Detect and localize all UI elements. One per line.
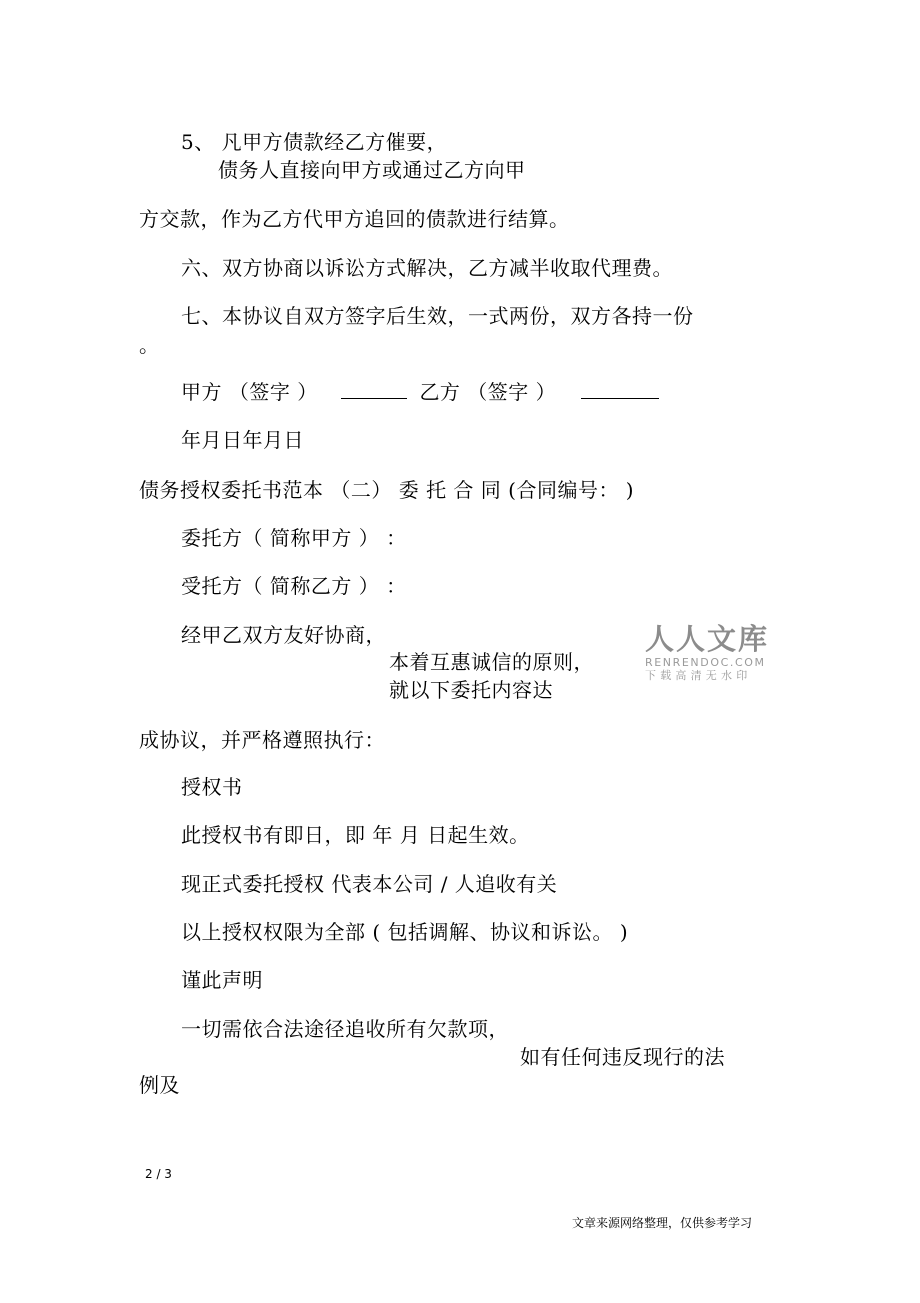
declaration: 谨此声明: [181, 968, 263, 992]
clause-6: 六、双方协商以诉讼方式解决，乙方减半收取代理费。: [181, 256, 673, 280]
watermark-logo: [645, 622, 775, 683]
signature-line: [181, 380, 659, 404]
page-number: 2 / 3: [145, 1167, 172, 1181]
watermark-domain: RENRENDOC.COM: [645, 656, 766, 669]
principal-line: 委托方（ 简称甲方 ） ：: [181, 526, 407, 550]
contract-heading: 债务授权委托书范本 （二） 委 托 合 同 (合同编号： ): [139, 478, 635, 502]
footer-note: 文章来源网络整理，仅供参考学习: [572, 1216, 753, 1230]
party-a-signature-label: 甲方 （签字 ）: [181, 380, 318, 404]
agreement-intro-3: 就以下委托内容达: [389, 678, 553, 702]
collection-line-3: 例及: [139, 1073, 180, 1097]
party-b-signature-blank: [581, 380, 659, 399]
clause-7-end: 。: [139, 333, 160, 357]
clause-5-line-2: 债务人直接向甲方或通过乙方向甲: [218, 158, 526, 182]
clause-5-line-1: 5、 凡甲方债款经乙方催要，: [181, 130, 448, 154]
clause-7: 七、本协议自双方签字后生效，一式两份，双方各持一份: [181, 304, 694, 328]
authorization-title: 授权书: [181, 775, 243, 799]
clause-5-line-3: 方交款，作为乙方代甲方追回的债款进行结算。: [139, 207, 570, 231]
watermark-slogan: 下载高清无水印: [645, 669, 752, 682]
party-b-signature-label: 乙方 （签字 ）: [419, 380, 557, 404]
watermark-title: 人人文库: [645, 622, 770, 656]
collection-line-2: 如有任何违反现行的法: [520, 1045, 725, 1069]
authorization-effective: 此授权书有即日，即 年 月 日起生效。: [181, 823, 530, 847]
date-line: 年月日年月日: [181, 428, 304, 452]
party-a-signature-blank: [341, 380, 407, 399]
authorization-scope: 以上授权权限为全部 ( 包括调解、协议和诉讼。 ): [181, 920, 629, 944]
agent-line: 受托方（ 简称乙方 ） ：: [181, 574, 407, 598]
agreement-intro-1: 经甲乙双方友好协商，: [181, 623, 386, 647]
agreement-intro-2: 本着互惠诚信的原则，: [389, 650, 594, 674]
agreement-intro-4: 成协议，并严格遵照执行：: [139, 728, 385, 752]
collection-line-1: 一切需依合法途径追收所有欠款项，: [181, 1017, 509, 1041]
authorization-delegate: 现正式委托授权 代表本公司 / 人追收有关: [181, 872, 558, 896]
